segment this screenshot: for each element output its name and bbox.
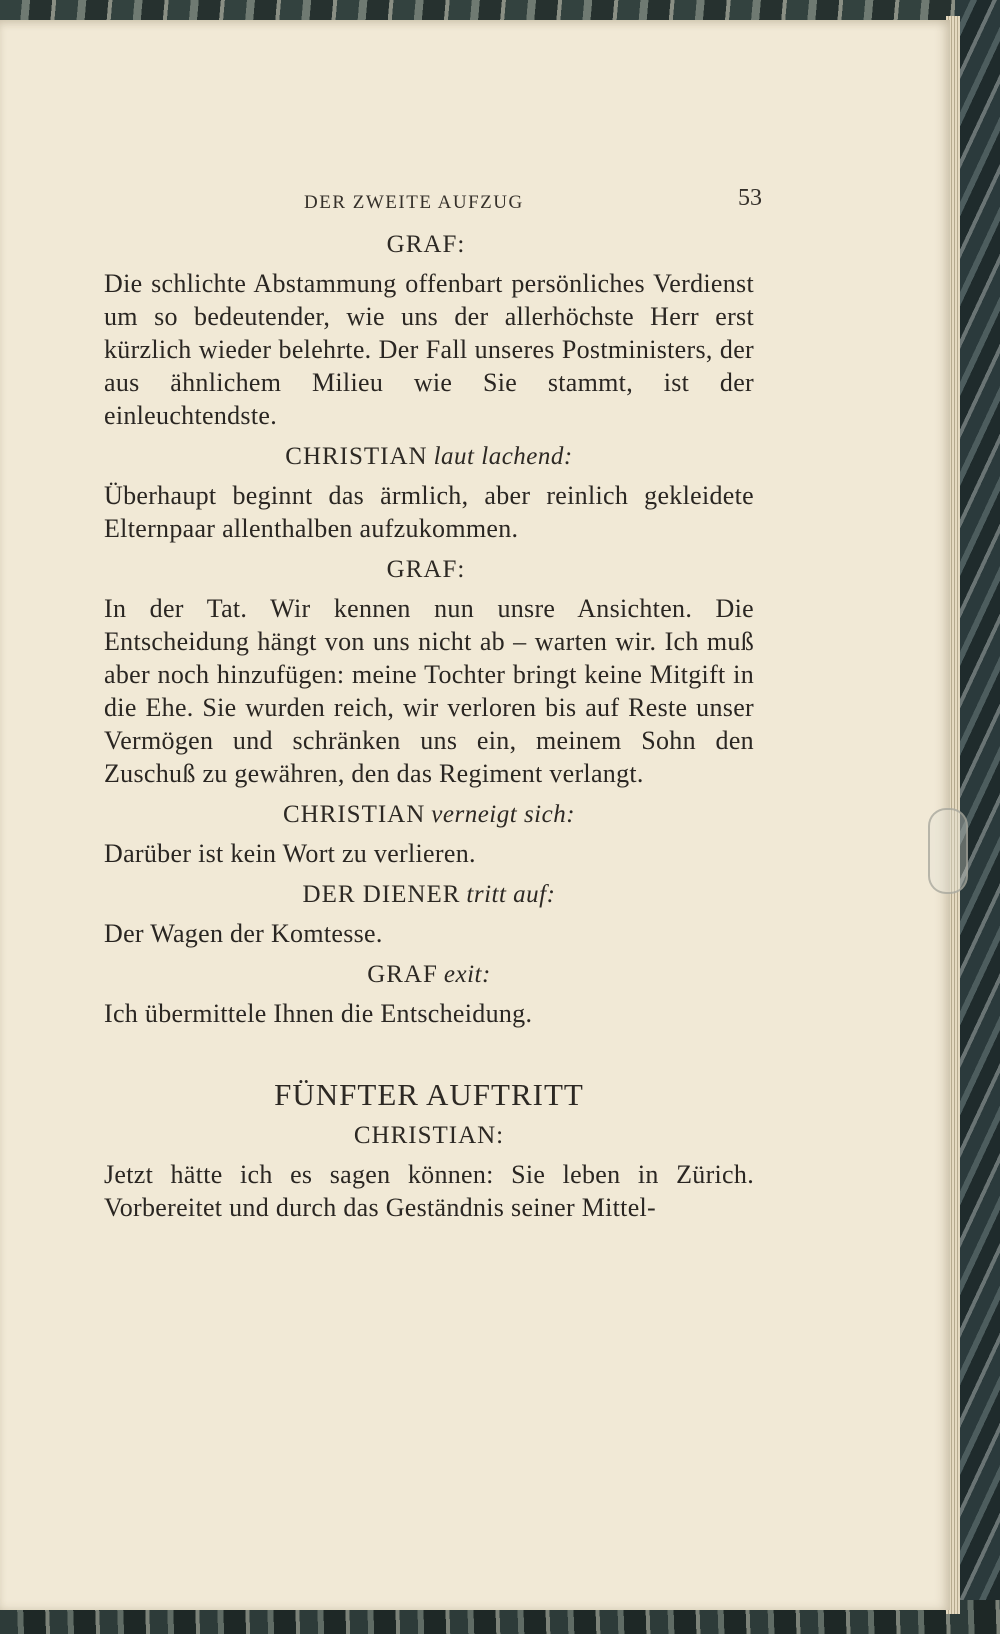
dialogue-block-5: [104, 878, 754, 950]
speaker-name: CHRISTIAN: [282, 801, 426, 828]
dialogue-block-2: [104, 440, 754, 545]
page-clip: [928, 808, 968, 894]
page-text-block: [104, 180, 762, 1232]
scene-title: FÜNFTER AUFTRITT: [274, 1077, 584, 1112]
scene-dialogue-block: [104, 1119, 754, 1224]
speaker-heading: [104, 1119, 754, 1152]
running-head: [104, 180, 762, 220]
speaker-heading: [104, 553, 754, 586]
book-page: [0, 20, 950, 1610]
speaker-name: GRAF:: [386, 231, 466, 258]
speaker-name: GRAF: [367, 961, 438, 988]
speaker-heading: [104, 958, 754, 991]
marbled-top-edge: [0, 0, 1000, 22]
stage-direction: tritt auf:: [466, 881, 556, 908]
dialogue-block-4: [104, 798, 754, 870]
running-head-title: DER ZWEITE AUFZUG: [304, 192, 524, 213]
dialogue-text: Der Wagen der Komtesse.: [104, 919, 383, 948]
speaker-heading: [104, 878, 754, 911]
speaker-heading: [104, 440, 754, 473]
dialogue-text: Ich übermittele Ihnen die Entscheidung.: [104, 999, 533, 1028]
speaker-name: GRAF:: [386, 556, 466, 583]
dialogue-block-3: [104, 553, 754, 790]
dialogue-block-6: [104, 958, 754, 1030]
stage-direction: verneigt sich:: [431, 801, 576, 828]
dialogue-text: Jetzt hätte ich es sagen können: Sie leben in Zürich. Vorbereitet und durch das Geständnis seiner Mittel-: [104, 1160, 754, 1222]
dialogue-block-1: [104, 228, 754, 432]
speaker-name: CHRISTIAN:: [353, 1122, 505, 1149]
speaker-heading: [104, 228, 754, 261]
speaker-name: CHRISTIAN: [285, 443, 428, 470]
dialogue-text: Darüber ist kein Wort zu verlieren.: [104, 839, 476, 868]
dialogue-text: Die schlichte Abstammung offenbart persönliches Verdienst um so bedeutender, wie uns der allerhöchste Herr erst kürzlich wieder belehrte. Der Fall unseres Postministers, der aus ähnlichem Milieu wie Sie stammt, ist der einleuchtendste.: [104, 269, 754, 430]
speaker-heading: [104, 798, 754, 831]
speaker-name: DER DIENER: [302, 881, 461, 908]
stage-direction: laut lachend:: [433, 443, 573, 470]
dialogue-text: Überhaupt beginnt das ärmlich, aber reinlich gekleidete Elternpaar allenthalben aufzukommen.: [104, 481, 754, 543]
page-number: 53: [738, 185, 762, 211]
dialogue-text: In der Tat. Wir kennen nun unsre Ansichten. Die Entscheidung hängt von uns nicht ab – warten wir. Ich muß aber noch hinzufügen: meine Tochter bringt keine Mitgift in die Ehe. Sie wurden reich, wir verloren bis auf Reste unser Vermögen und schränken uns ein, meinem Sohn den Zuschuß zu gewähren, den das Regiment verlangt.: [104, 594, 754, 788]
stage-direction: exit:: [443, 961, 491, 988]
